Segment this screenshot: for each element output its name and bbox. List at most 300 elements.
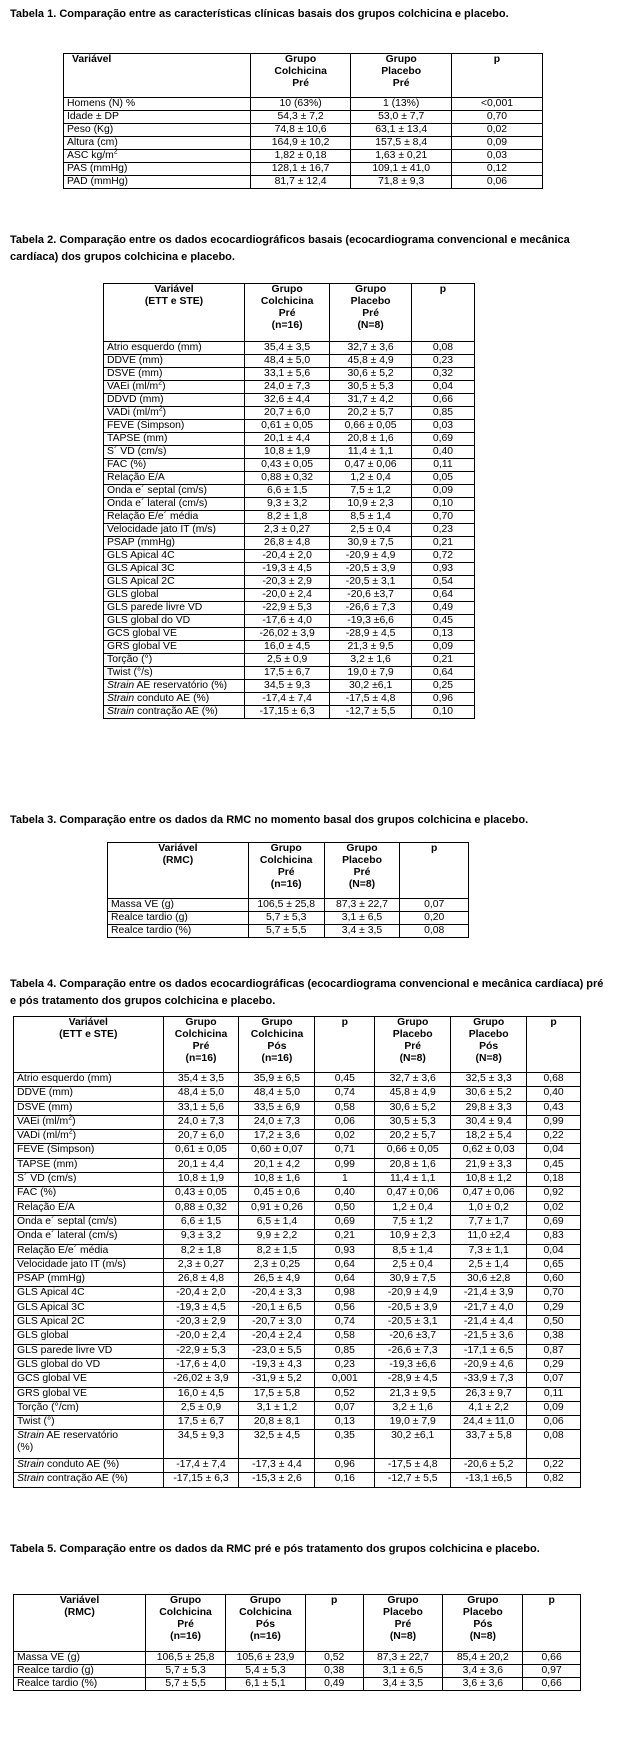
cell-value: 0,06: [315, 1115, 375, 1129]
cell-value: 0,85: [411, 407, 474, 420]
cell-value: 2,3 ± 0,27: [163, 1258, 239, 1272]
header-row: [14, 1595, 581, 1652]
column-header: p: [527, 1017, 581, 1073]
cell-value: 0,64: [411, 589, 474, 602]
cell-value: 0,87: [527, 1344, 581, 1358]
cell-value: 0,29: [527, 1358, 581, 1372]
cell-value: 21,3 ± 9,5: [330, 641, 412, 654]
cell-value: 0,35: [315, 1430, 375, 1459]
table-row: [104, 537, 475, 550]
cell-value: 16,0 ± 4,5: [244, 641, 329, 654]
cell-value: 2,5 ± 1,4: [451, 1258, 527, 1272]
row-label: GCS global VE: [104, 628, 245, 641]
cell-value: 24,0 ± 7,3: [163, 1115, 239, 1129]
cell-value: 0,66 ± 0,05: [375, 1144, 451, 1158]
header-row: [64, 54, 543, 98]
table-row: [14, 1401, 581, 1415]
cell-value: 0,69: [527, 1215, 581, 1229]
table-row: [104, 355, 475, 368]
row-label: VAEi $(ml/m^2)$: [14, 1115, 164, 1129]
cell-value: 0,04: [411, 381, 474, 394]
table-row: [14, 1344, 581, 1358]
cell-value: 106,5 ± 25,8: [248, 899, 324, 912]
table-row: [108, 925, 469, 938]
cell-value: 2,3 ± 0,25: [239, 1258, 315, 1272]
cell-value: 20,7 ± 6,0: [244, 407, 329, 420]
table-row: [104, 524, 475, 537]
cell-value: 5,7 ± 5,5: [248, 925, 324, 938]
cell-value: 9,3 ± 3,2: [244, 498, 329, 511]
row-label: GRS global VE: [104, 641, 245, 654]
cell-value: -12,7 ± 5,5: [375, 1473, 451, 1487]
cell-value: -20,3 ± 2,9: [244, 576, 329, 589]
row-label: DSVE (mm): [104, 368, 245, 381]
cell-value: 81,7 ± 12,4: [250, 176, 351, 189]
cell-value: -20,1 ± 6,5: [239, 1301, 315, 1315]
table-row: [14, 1073, 581, 1087]
table-row: [104, 459, 475, 472]
cell-value: -23,0 ± 5,5: [239, 1344, 315, 1358]
row-label: Massa VE (g): [14, 1652, 146, 1665]
cell-value: -12,7 ± 5,5: [330, 706, 412, 719]
cell-value: 0,49: [411, 602, 474, 615]
table-row: [104, 667, 475, 680]
cell-value: 2,5 ± 0,9: [163, 1401, 239, 1415]
cell-value: 0,47 ± 0,06: [375, 1187, 451, 1201]
cell-value: 0,16: [315, 1473, 375, 1487]
cell-value: 2,5 ± 0,9: [244, 654, 329, 667]
row-label: Velocidade jato IT (m/s): [14, 1258, 164, 1272]
cell-value: -20,0 ± 2,4: [163, 1330, 239, 1344]
table-row: [14, 1316, 581, 1330]
cell-value: 0,60 ± 0,07: [239, 1144, 315, 1158]
cell-value: 0,09: [411, 641, 474, 654]
cell-value: 0,70: [451, 111, 542, 124]
cell-value: 0,83: [527, 1230, 581, 1244]
table-row: [14, 1287, 581, 1301]
table-row: [14, 1273, 581, 1287]
cell-value: 9,9 ± 2,2: [239, 1230, 315, 1244]
cell-value: 1 (13%): [351, 98, 452, 111]
row-label: Strain contração AE (%): [104, 706, 245, 719]
row-label: Onda e´ lateral (cm/s): [104, 498, 245, 511]
cell-value: 1,2 ± 0,4: [375, 1201, 451, 1215]
cell-value: 0,07: [527, 1373, 581, 1387]
column-header: p: [523, 1595, 581, 1652]
row-label: Torção (°): [104, 654, 245, 667]
row-label: GLS global: [104, 589, 245, 602]
cell-value: 71,8 ± 9,3: [351, 176, 452, 189]
cell-value: 17,2 ± 3,6: [239, 1130, 315, 1144]
cell-value: 26,8 ± 4,8: [244, 537, 329, 550]
table-row: [14, 1665, 581, 1678]
cell-value: 0,66: [523, 1652, 581, 1665]
cell-value: 0,61 ± 0,05: [163, 1144, 239, 1158]
table-row: [14, 1230, 581, 1244]
row-label: GLS Apical 3C: [14, 1301, 164, 1315]
cell-value: -22,9 ± 5,3: [163, 1344, 239, 1358]
cell-value: 8,2 ± 1,5: [239, 1244, 315, 1258]
cell-value: 0,23: [411, 355, 474, 368]
header-row: [104, 284, 475, 342]
column-header: Variável (ETT e STE): [104, 284, 245, 342]
cell-value: 11,4 ± 1,1: [375, 1173, 451, 1187]
row-label: GLS parede livre VD: [104, 602, 245, 615]
cell-value: 30,6 ±2,8: [451, 1273, 527, 1287]
cell-value: 48,4 ± 5,0: [239, 1087, 315, 1101]
cell-value: -20,4 ± 2,4: [239, 1330, 315, 1344]
row-label: Massa VE (g): [108, 899, 249, 912]
cell-value: 45,8 ± 4,9: [330, 355, 412, 368]
cell-value: 32,5 ± 3,3: [451, 1073, 527, 1087]
cell-value: 17,5 ± 6,7: [244, 667, 329, 680]
row-label: Realce tardio (%): [14, 1678, 146, 1691]
cell-value: -17,15 ± 6,3: [163, 1473, 239, 1487]
cell-value: 11,4 ± 1,1: [330, 446, 412, 459]
cell-value: 0,22: [527, 1130, 581, 1144]
column-header: p: [400, 843, 469, 899]
cell-value: 6,1 ± 5,1: [226, 1678, 306, 1691]
cell-value: 0,06: [451, 176, 542, 189]
row-label: S´ VD (cm/s): [104, 446, 245, 459]
cell-value: 3,4 ± 3,5: [363, 1678, 443, 1691]
cell-value: 17,5 ± 6,7: [163, 1416, 239, 1430]
row-label: S´ VD (cm/s): [14, 1173, 164, 1187]
cell-value: 1,63 ± 0,21: [351, 150, 452, 163]
table-1: [63, 53, 543, 189]
cell-value: 0,54: [411, 576, 474, 589]
cell-value: -20,5 ± 3,1: [330, 576, 412, 589]
cell-value: 0,65: [527, 1258, 581, 1272]
cell-value: 0,22: [527, 1459, 581, 1473]
cell-value: -20,6 ±3,7: [330, 589, 412, 602]
cell-value: 0,64: [315, 1258, 375, 1272]
cell-value: 0,74: [315, 1316, 375, 1330]
cell-value: 30,2 ±6,1: [330, 680, 412, 693]
row-label: FAC (%): [14, 1187, 164, 1201]
table-row: [104, 420, 475, 433]
cell-value: 35,9 ± 6,5: [239, 1073, 315, 1087]
row-label: GLS parede livre VD: [14, 1344, 164, 1358]
cell-value: 0,10: [411, 706, 474, 719]
row-label: Idade ± DP: [64, 111, 251, 124]
cell-value: 0,68: [527, 1073, 581, 1087]
cell-value: 0,40: [527, 1087, 581, 1101]
cell-value: 20,1 ± 4,4: [163, 1158, 239, 1172]
table-row: [104, 576, 475, 589]
row-label: DSVE (mm): [14, 1101, 164, 1115]
row-label: PAS (mmHg): [64, 163, 251, 176]
column-header: Variável (ETT e STE): [14, 1017, 164, 1073]
cell-value: 10,9 ± 2,3: [330, 498, 412, 511]
table-row: [14, 1244, 581, 1258]
cell-value: 20,1 ± 4,4: [244, 433, 329, 446]
cell-value: 0,91 ± 0,26: [239, 1201, 315, 1215]
cell-value: 0,43 ± 0,05: [244, 459, 329, 472]
cell-value: 3,2 ± 1,6: [330, 654, 412, 667]
row-label: GLS global do VD: [14, 1358, 164, 1372]
cell-value: -17,15 ± 6,3: [244, 706, 329, 719]
table-2: [103, 283, 475, 719]
table-row: [64, 111, 543, 124]
cell-value: -17,4 ± 7,4: [163, 1459, 239, 1473]
table-row: [64, 98, 543, 111]
cell-value: 0,70: [527, 1287, 581, 1301]
cell-value: 4,1 ± 2,2: [451, 1401, 527, 1415]
table-row: [64, 163, 543, 176]
row-label: Strain conduto AE (%): [14, 1459, 164, 1473]
cell-value: 3,1 ± 1,2: [239, 1401, 315, 1415]
table-row: [104, 498, 475, 511]
cell-value: 0,50: [315, 1201, 375, 1215]
cell-value: 20,2 ± 5,7: [375, 1130, 451, 1144]
cell-value: 10,8 ± 1,9: [163, 1173, 239, 1187]
row-label: PSAP (mmHg): [104, 537, 245, 550]
row-label: Twist (°): [14, 1416, 164, 1430]
table-3: [107, 842, 469, 938]
cell-value: 0,09: [527, 1401, 581, 1415]
cell-value: 10,8 ± 1,6: [239, 1173, 315, 1187]
cell-value: 0,92: [527, 1187, 581, 1201]
cell-value: -19,3 ± 4,5: [163, 1301, 239, 1315]
cell-value: 31,7 ± 4,2: [330, 394, 412, 407]
cell-value: 30,9 ± 7,5: [330, 537, 412, 550]
cell-value: 10,8 ± 1,9: [244, 446, 329, 459]
cell-value: 0,21: [315, 1230, 375, 1244]
cell-value: 0,09: [411, 485, 474, 498]
cell-value: -31,9 ± 5,2: [239, 1373, 315, 1387]
column-header: Grupo Placebo Pós (N=8): [443, 1595, 523, 1652]
cell-value: 54,3 ± 7,2: [250, 111, 351, 124]
cell-value: 17,5 ± 5,8: [239, 1387, 315, 1401]
table-row: [104, 472, 475, 485]
cell-value: -20,5 ± 3,9: [375, 1301, 451, 1315]
header-row: [108, 843, 469, 899]
cell-value: 30,4 ± 9,4: [451, 1115, 527, 1129]
row-label: GLS global: [14, 1330, 164, 1344]
cell-value: 0,72: [411, 550, 474, 563]
cell-value: 0,03: [411, 420, 474, 433]
row-label: Atrio esquerdo (mm): [14, 1073, 164, 1087]
cell-value: 3,6 ± 3,6: [443, 1678, 523, 1691]
row-label: Twist (°/s): [104, 667, 245, 680]
cell-value: 0,58: [315, 1330, 375, 1344]
cell-value: 0,02: [451, 124, 542, 137]
cell-value: 53,0 ± 7,7: [351, 111, 452, 124]
cell-value: 0,60: [527, 1273, 581, 1287]
cell-value: 0,82: [527, 1473, 581, 1487]
cell-value: 32,6 ± 4,4: [244, 394, 329, 407]
cell-value: 0,56: [315, 1301, 375, 1315]
table-row: [14, 1678, 581, 1691]
row-label: TAPSE (mm): [14, 1158, 164, 1172]
row-label: DDVD (mm): [104, 394, 245, 407]
cell-value: 35,4 ± 3,5: [244, 342, 329, 355]
cell-value: 0,52: [315, 1387, 375, 1401]
header-row: [14, 1017, 581, 1073]
row-label: Strain AE reservatório (%): [104, 680, 245, 693]
table-row: [64, 137, 543, 150]
cell-value: 0,98: [315, 1287, 375, 1301]
cell-value: 0,40: [315, 1187, 375, 1201]
table-row: [14, 1087, 581, 1101]
cell-value: 0,001: [315, 1373, 375, 1387]
cell-value: 24,0 ± 7,3: [239, 1115, 315, 1129]
column-header: Grupo Colchicina Pós (n=16): [239, 1017, 315, 1073]
cell-value: 0,06: [527, 1416, 581, 1430]
table-row: [14, 1430, 581, 1459]
table-row: [14, 1652, 581, 1665]
cell-value: 0,47 ± 0,06: [451, 1187, 527, 1201]
column-header: Grupo Placebo Pré (N=8): [330, 284, 412, 342]
row-label: DDVE (mm): [14, 1087, 164, 1101]
cell-value: 0,96: [411, 693, 474, 706]
cell-value: 0,32: [411, 368, 474, 381]
cell-value: 0,38: [305, 1665, 363, 1678]
cell-value: -20,4 ± 2,0: [244, 550, 329, 563]
cell-value: 128,1 ± 16,7: [250, 163, 351, 176]
cell-value: -20,4 ± 2,0: [163, 1287, 239, 1301]
cell-value: 0,08: [400, 925, 469, 938]
cell-value: 5,7 ± 5,3: [146, 1665, 226, 1678]
column-header: Grupo Colchicina Pré: [250, 54, 351, 98]
cell-value: 0,99: [315, 1158, 375, 1172]
cell-value: 48,4 ± 5,0: [244, 355, 329, 368]
cell-value: 0,45: [315, 1073, 375, 1087]
row-label: Velocidade jato IT (m/s): [104, 524, 245, 537]
table-row: [64, 150, 543, 163]
table-row: [14, 1387, 581, 1401]
table-row: [14, 1158, 581, 1172]
cell-value: 0,70: [411, 511, 474, 524]
column-header: p: [451, 54, 542, 98]
cell-value: 30,6 ± 5,2: [375, 1101, 451, 1115]
cell-value: 0,74: [315, 1087, 375, 1101]
cell-value: 3,1 ± 6,5: [363, 1665, 443, 1678]
cell-value: 0,64: [315, 1273, 375, 1287]
row-label: Relação E/e´ média: [104, 511, 245, 524]
cell-value: 0,40: [411, 446, 474, 459]
cell-value: 2,3 ± 0,27: [244, 524, 329, 537]
cell-value: 0,08: [411, 342, 474, 355]
cell-value: 1: [315, 1173, 375, 1187]
cell-value: 0,97: [523, 1665, 581, 1678]
cell-value: 1,2 ± 0,4: [330, 472, 412, 485]
row-label: Strain contração AE (%): [14, 1473, 164, 1487]
cell-value: 0,10: [411, 498, 474, 511]
table-row: [14, 1373, 581, 1387]
cell-value: 45,8 ± 4,9: [375, 1087, 451, 1101]
row-label: VADi $(ml/m^2)$: [14, 1130, 164, 1144]
cell-value: 20,8 ± 1,6: [330, 433, 412, 446]
cell-value: 0,04: [527, 1144, 581, 1158]
cell-value: 19,0 ± 7,9: [375, 1416, 451, 1430]
cell-value: 33,1 ± 5,6: [244, 368, 329, 381]
cell-value: -20,5 ± 3,1: [375, 1316, 451, 1330]
table-row: [104, 615, 475, 628]
cell-value: 5,4 ± 5,3: [226, 1665, 306, 1678]
cell-value: 0,93: [315, 1244, 375, 1258]
table-row: [104, 342, 475, 355]
cell-value: 74,8 ± 10,6: [250, 124, 351, 137]
cell-value: 0,71: [315, 1144, 375, 1158]
column-header: Grupo Colchicina Pré (n=16): [146, 1595, 226, 1652]
table-row: [14, 1201, 581, 1215]
table-row: [104, 589, 475, 602]
table-row: [104, 381, 475, 394]
cell-value: 7,5 ± 1,2: [375, 1215, 451, 1229]
cell-value: -20,6 ± 5,2: [451, 1459, 527, 1473]
row-label: FEVE (Simpson): [104, 420, 245, 433]
table-row: [104, 407, 475, 420]
row-label: GLS Apical 3C: [104, 563, 245, 576]
row-label: GLS Apical 4C: [14, 1287, 164, 1301]
cell-value: -15,3 ± 2,6: [239, 1473, 315, 1487]
row-label: FEVE (Simpson): [14, 1144, 164, 1158]
row-label: GRS global VE: [14, 1387, 164, 1401]
cell-value: 0,23: [315, 1358, 375, 1372]
cell-value: 34,5 ± 9,3: [163, 1430, 239, 1459]
cell-value: -21,4 ± 3,9: [451, 1287, 527, 1301]
table-row: [14, 1301, 581, 1315]
cell-value: 30,2 ±6,1: [375, 1430, 451, 1459]
cell-value: 0,66: [523, 1678, 581, 1691]
row-label: DDVE (mm): [104, 355, 245, 368]
cell-value: 0,29: [527, 1301, 581, 1315]
table-3-title: Tabela 3. Comparação entre os dados da RMC no momento basal dos grupos colchicina e placebo.: [10, 814, 529, 826]
cell-value: 20,8 ± 8,1: [239, 1416, 315, 1430]
cell-value: -20,6 ±3,7: [375, 1330, 451, 1344]
cell-value: -17,6 ± 4,0: [163, 1358, 239, 1372]
cell-value: 30,5 ± 5,3: [330, 381, 412, 394]
cell-value: 0,88 ± 0,32: [244, 472, 329, 485]
cell-value: 0,02: [527, 1201, 581, 1215]
cell-value: 48,4 ± 5,0: [163, 1087, 239, 1101]
cell-value: 0,62 ± 0,03: [451, 1144, 527, 1158]
cell-value: 8,5 ± 1,4: [375, 1244, 451, 1258]
cell-value: 19,0 ± 7,9: [330, 667, 412, 680]
cell-value: 6,6 ± 1,5: [163, 1215, 239, 1229]
cell-value: 1,0 ± 0,2: [451, 1201, 527, 1215]
cell-value: 0,21: [411, 654, 474, 667]
column-header: Grupo Colchicina Pré (n=16): [163, 1017, 239, 1073]
cell-value: 109,1 ± 41,0: [351, 163, 452, 176]
table-row: [108, 899, 469, 912]
cell-value: 30,6 ± 5,2: [451, 1087, 527, 1101]
table-row: [14, 1187, 581, 1201]
table-row: [14, 1416, 581, 1430]
cell-value: -33,9 ± 7,3: [451, 1373, 527, 1387]
table-4: [13, 1016, 581, 1488]
cell-value: 0,52: [305, 1652, 363, 1665]
row-label: Torção (°/cm): [14, 1401, 164, 1415]
cell-value: 3,4 ± 3,6: [443, 1665, 523, 1678]
cell-value: -20,0 ± 2,4: [244, 589, 329, 602]
row-label: Peso (Kg): [64, 124, 251, 137]
cell-value: -19,3 ±6,6: [330, 615, 412, 628]
cell-value: 10 (63%): [250, 98, 351, 111]
cell-value: 20,8 ± 1,6: [375, 1158, 451, 1172]
cell-value: 0,47 ± 0,06: [330, 459, 412, 472]
cell-value: 157,5 ± 8,4: [351, 137, 452, 150]
row-label: VADi $(ml/m^2)$: [104, 407, 245, 420]
cell-value: -17,3 ± 4,4: [239, 1459, 315, 1473]
table-row: [104, 641, 475, 654]
cell-value: 164,9 ± 10,2: [250, 137, 351, 150]
row-label: GCS global VE: [14, 1373, 164, 1387]
row-label: Strain conduto AE (%): [104, 693, 245, 706]
cell-value: -20,9 ± 4,6: [451, 1358, 527, 1372]
